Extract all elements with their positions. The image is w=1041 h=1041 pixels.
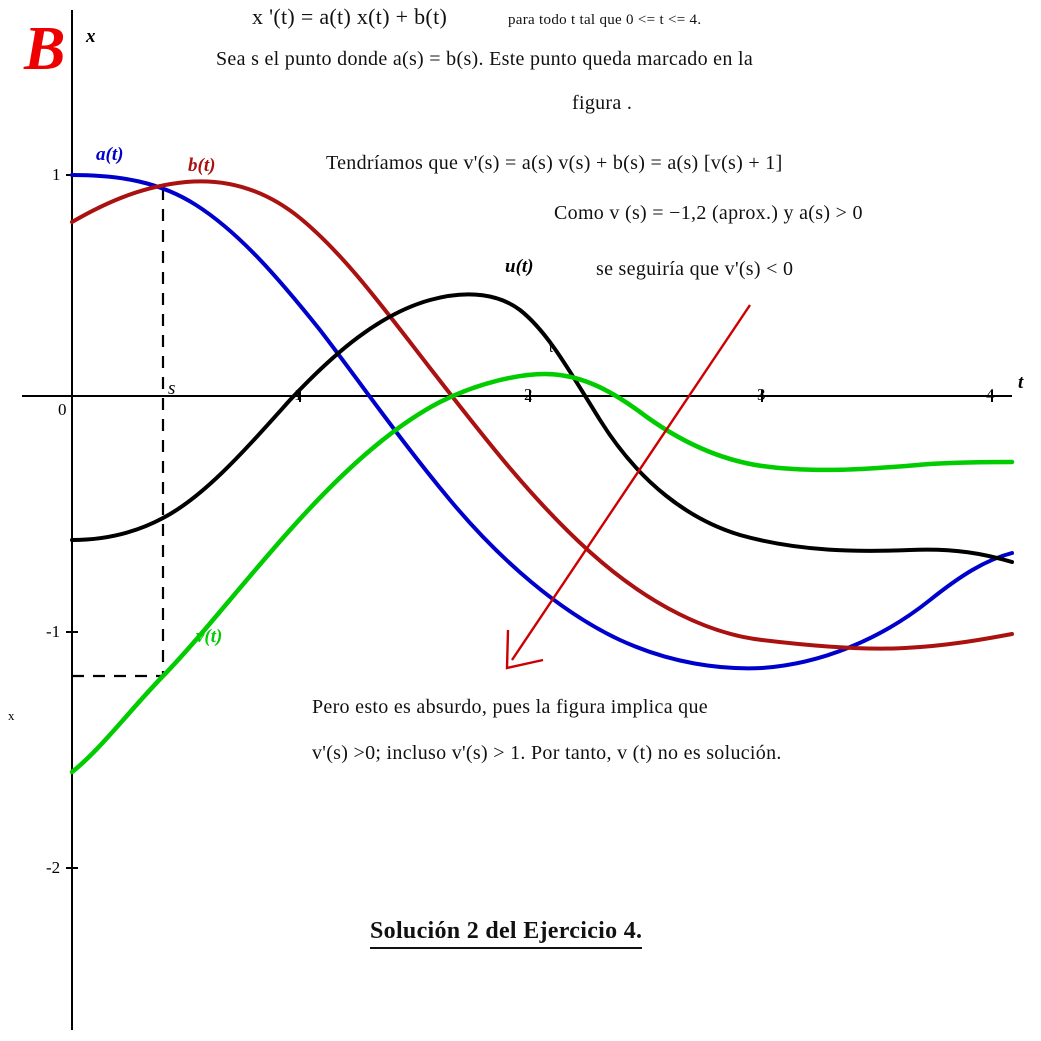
curve-a [72, 175, 1012, 668]
x-tick-label-4: 4 [986, 385, 995, 404]
curve-b [72, 181, 1012, 648]
note-line-1-tail: para todo t tal que 0 <= t <= 4. [508, 12, 702, 28]
annotation-arrow-line [512, 305, 750, 660]
y-tick-label-neg1: -1 [46, 622, 61, 641]
y-axis-label: x [86, 26, 96, 47]
s-marker-label: s [168, 378, 176, 399]
curve-u [72, 294, 1012, 562]
y-tick-label-neg2: -2 [46, 858, 61, 877]
note-line-8: v'(s) >0; incluso v'(s) > 1. Por tanto, v (t) no es solución. [312, 742, 782, 764]
note-line-7: Pero esto es absurdo, pues la figura implica que [312, 696, 708, 718]
annotation-arrow-head [507, 630, 543, 668]
curve-label-b: b(t) [188, 155, 216, 176]
solution-title-wrap [370, 918, 642, 949]
note-line-4: Tendríamos que v'(s) = a(s) v(s) + b(s) = a(s) [v(s) + 1] [326, 152, 783, 174]
note-line-1: x '(t) = a(t) x(t) + b(t) [252, 4, 448, 29]
x-tick-label-2: 2 [524, 385, 533, 404]
small-x-label: x [8, 708, 15, 723]
x-axis-label: t [1018, 372, 1024, 393]
origin-label: 0 [58, 400, 67, 419]
curve-label-u: u(t) [505, 256, 534, 277]
small-t-label: t [549, 340, 554, 356]
note-line-3: figura . [572, 92, 633, 114]
figure-part-label: B [24, 15, 66, 83]
x-tick-label-1: 1 [294, 385, 303, 404]
note-line-5: Como v (s) = −1,2 (aprox.) y a(s) > 0 [554, 202, 863, 224]
curve-label-v: v(t) [196, 626, 223, 647]
curve-label-a: a(t) [96, 144, 124, 165]
solution-title: Solución 2 del Ejercicio 4. [370, 918, 642, 949]
y-tick-label-1: 1 [52, 165, 61, 184]
x-tick-label-3: 3 [757, 385, 766, 404]
note-line-2: Sea s el punto donde a(s) = b(s). Este punto queda marcado en la [216, 48, 753, 70]
note-line-6: se seguiría que v'(s) < 0 [596, 258, 794, 280]
